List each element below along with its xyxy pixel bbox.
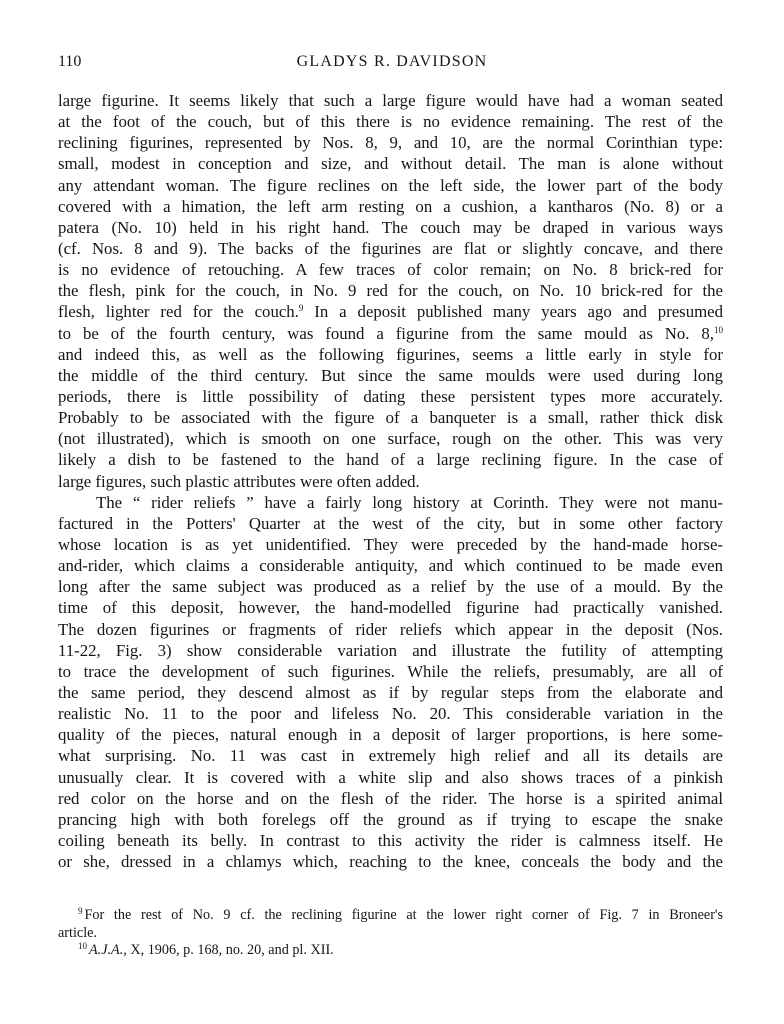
text-line: and-rider, which claims a considerable antiquity, and which continued to be made even <box>58 556 723 576</box>
text-line: realistic No. 11 to the poor and lifeless No. 20. This considerable variation in the <box>58 704 723 724</box>
footnote-text: , X, 1906, p. 168, no. 20, and pl. XII. <box>123 942 334 958</box>
text-fragment: In a deposit published many years ago and presumed <box>303 302 723 322</box>
text-line: (not illustrated), which is smooth on one surface, rough on the other. This was very <box>58 429 723 449</box>
text-line: unusually clear. It is covered with a white slip and also shows traces of a pinkish <box>58 767 723 787</box>
text-line: coiling beneath its belly. In contrast to this activity the rider is calmness itself. He <box>58 830 723 850</box>
text-line: to trace the development of such figurines. While the reliefs, presumably, are all of <box>58 661 723 681</box>
body-text <box>58 90 723 872</box>
text-line: periods, there is little possibility of dating these persistent types more accurately. <box>58 386 723 406</box>
text-line: any attendant woman. The figure reclines on the left side, the lower part of the body <box>58 175 723 195</box>
text-line: quality of the pieces, natural enough in a deposit of larger proportions, is here some- <box>58 725 723 745</box>
text-line: red color on the horse and on the flesh of the rider. The horse is a spirited animal <box>58 788 723 808</box>
footnote-mark: 9 <box>78 907 83 916</box>
text-line: The “ rider reliefs ” have a fairly long history at Corinth. They were not manu- <box>96 492 723 512</box>
text-fragment: to be of the fourth century, was found a figurine from the same mould as No. 8, <box>58 323 714 343</box>
text-line: time of this deposit, however, the hand-modelled figurine had practically vanished. <box>58 598 723 618</box>
text-line: and indeed this, as well as the following figurines, seems a little early in style for <box>58 344 723 364</box>
text-line: The dozen figurines or fragments of rider reliefs which appear in the deposit (Nos. <box>58 619 723 639</box>
text-line: the same period, they descend almost as if by regular steps from the elaborate and <box>58 682 723 702</box>
footnote-ref-9[interactable]: 9 <box>298 303 304 314</box>
text-line: large figurine. It seems likely that such a large figure would have had a woman seated <box>58 91 723 110</box>
footnote-mark: 10 <box>78 942 87 951</box>
text-line: small, modest in conception and size, and without detail. The man is alone without <box>58 154 723 174</box>
page-number: 110 <box>58 53 82 70</box>
text-line: what surprising. No. 11 was cast in extremely high relief and all its details are <box>58 746 723 766</box>
text-line: at the foot of the couch, but of this there is no evidence remaining. The rest of the <box>58 112 723 132</box>
journal-abbreviation: A.J.A. <box>89 942 124 958</box>
footnote-text: For the rest of No. 9 cf. the reclining figurine at the lower right corner of Fig. 7 in Broneer's <box>84 907 723 923</box>
text-line: 11-22, Fig. 3) show considerable variation and illustrate the futility of attempting <box>58 640 723 660</box>
text-line: (cf. Nos. 8 and 9). The backs of the figurines are flat or slightly concave, and there <box>58 238 723 258</box>
text-line: covered with a himation, the left arm resting on a cushion, a kantharos (No. 8) or a <box>58 196 723 216</box>
text-fragment: flesh, lighter red for the couch. <box>58 302 299 322</box>
text-line: whose location is as yet unidentified. They were preceded by the hand-made horse- <box>58 534 723 554</box>
text-line: prancing high with both forelegs off the ground as if trying to escape the snake <box>58 809 723 829</box>
text-line: or she, dressed in a chlamys which, reaching to the knee, conceals the body and the <box>58 852 723 872</box>
page-header <box>58 53 726 77</box>
text-line: patera (No. 10) held in his right hand. The couch may be draped in various ways <box>58 217 723 237</box>
text-line: likely a dish to be fastened to the hand of a large reclining figure. In the case of <box>58 450 723 470</box>
text-line: is no evidence of retouching. A few traces of color remain; on No. 8 brick-red for <box>58 260 723 280</box>
footnote-ref-10[interactable]: 10 <box>714 324 723 335</box>
footnote-9 <box>58 907 723 925</box>
text-line: large figures, such plastic attributes were often added. <box>58 471 420 491</box>
text-line: the middle of the third century. But since the same moulds were used during long <box>58 365 723 385</box>
text-line: long after the same subject was produced as a relief by the use of a mould. By the <box>58 577 723 597</box>
text-line: the flesh, pink for the couch, in No. 9 red for the couch, on No. 10 brick-red for the <box>58 281 723 301</box>
text-line: factured in the Potters' Quarter at the west of the city, but in some other factory <box>58 513 723 533</box>
footnote-10 <box>58 942 723 960</box>
text-line: reclining figurines, represented by Nos. 8, 9, and 10, are the normal Corinthian type: <box>58 133 723 153</box>
text-line <box>58 323 723 344</box>
running-head: GLADYS R. DAVIDSON <box>296 53 488 70</box>
text-line: Probably to be associated with the figure of a banqueter is a small, rather thick disk <box>58 408 723 428</box>
text-line <box>58 301 723 322</box>
footnote-9-continuation: article. <box>58 924 97 941</box>
footnotes <box>58 907 723 960</box>
